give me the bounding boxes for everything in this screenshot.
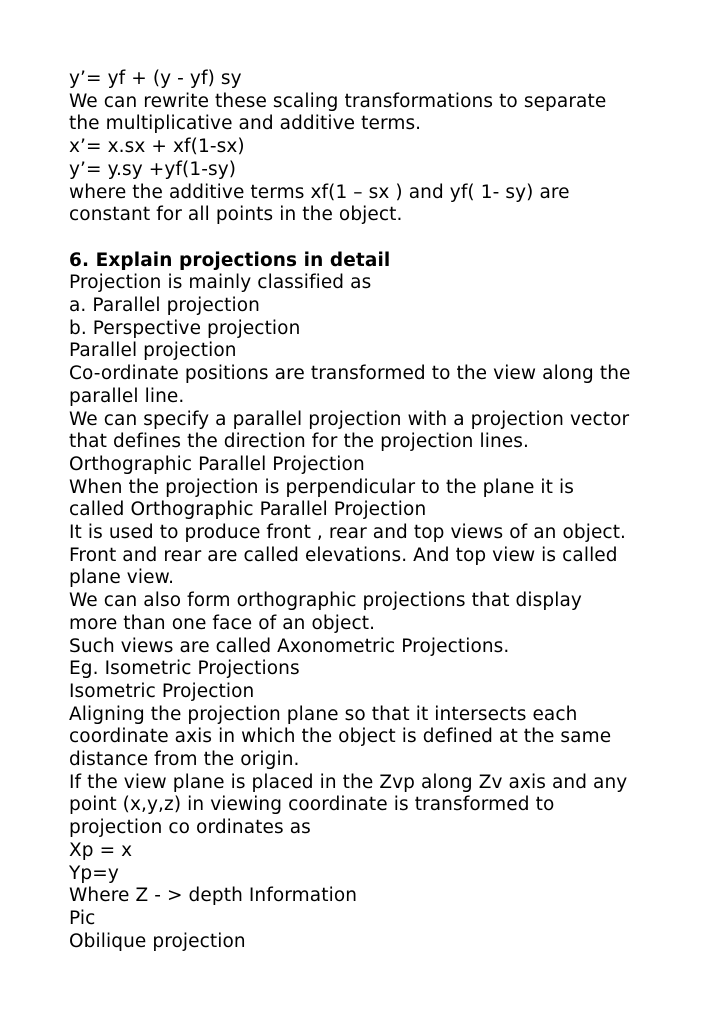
text-line: projection co ordinates as xyxy=(69,817,311,839)
text-line: where the additive terms xf(1 – sx ) and yf( 1- sy) are xyxy=(69,181,570,203)
text-line: y’= y.sy +yf(1-sy) xyxy=(69,158,237,180)
text-line: If the view plane is placed in the Zvp along Zv axis and any xyxy=(69,771,628,793)
text-line: coordinate axis in which the object is defined at the same xyxy=(69,726,612,748)
text-line: plane view. xyxy=(69,567,175,589)
text-line: Orthographic Parallel Projection xyxy=(69,453,365,475)
text-line: more than one face of an object. xyxy=(69,612,376,634)
text-line: x’= x.sx + xf(1-sx) xyxy=(69,136,245,158)
text-line: the multiplicative and additive terms. xyxy=(69,113,422,135)
text-line: We can specify a parallel projection with a projection vector xyxy=(69,408,630,430)
scaling-text-block xyxy=(69,68,719,227)
section-heading: 6. Explain projections in detail xyxy=(69,249,391,271)
text-line: Yp=y xyxy=(69,862,119,884)
text-line: Pic xyxy=(69,908,96,929)
text-line: We can rewrite these scaling transformations to separate xyxy=(69,90,607,112)
text-line: Obilique projection xyxy=(69,930,246,952)
text-line: We can also form orthographic projections that display xyxy=(69,590,582,612)
text-line: y’= yf + (y - yf) sy xyxy=(69,68,242,89)
text-line: Parallel projection xyxy=(69,340,237,362)
text-line: Aligning the projection plane so that it intersects each xyxy=(69,703,578,725)
text-line: Eg. Isometric Projections xyxy=(69,658,300,680)
text-line: called Orthographic Parallel Projection xyxy=(69,499,427,521)
text-line: Co-ordinate positions are transformed to the view along the xyxy=(69,363,631,385)
text-line: distance from the origin. xyxy=(69,749,300,771)
text-line: Front and rear are called elevations. And top view is called xyxy=(69,544,618,566)
text-line: Projection is mainly classified as xyxy=(69,272,372,294)
text-line: It is used to produce front , rear and top views of an object. xyxy=(69,522,627,544)
text-line: point (x,y,z) in viewing coordinate is transformed to xyxy=(69,794,555,816)
text-line: that defines the direction for the projection lines. xyxy=(69,431,529,453)
text-line: When the projection is perpendicular to the plane it is xyxy=(69,476,574,498)
text-line: parallel line. xyxy=(69,385,185,407)
text-line: Such views are called Axonometric Projections. xyxy=(69,635,510,657)
projections-text-block xyxy=(69,272,719,953)
text-line: Xp = x xyxy=(69,839,133,861)
text-line: a. Parallel projection xyxy=(69,295,260,317)
text-line: Where Z - > depth Information xyxy=(69,885,358,907)
document-page xyxy=(69,68,719,953)
paragraph-gap xyxy=(69,227,719,250)
text-line: Isometric Projection xyxy=(69,680,255,702)
text-line: b. Perspective projection xyxy=(69,317,301,339)
text-line: constant for all points in the object. xyxy=(69,204,403,226)
